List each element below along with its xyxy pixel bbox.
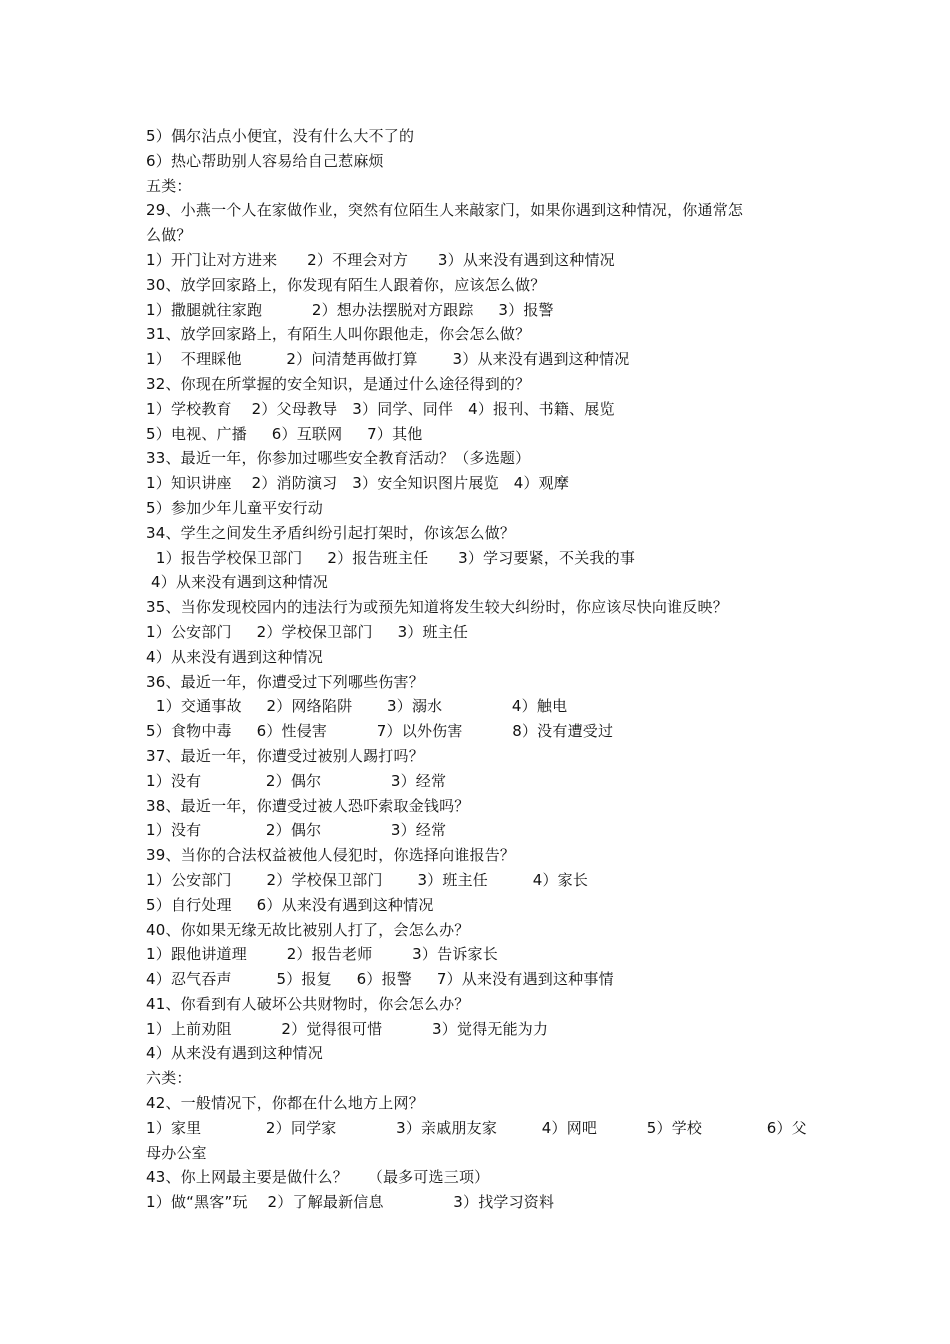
text-line: 5）食物中毒 6）性侵害 7）以外伤害 8）没有遭受过 bbox=[146, 722, 614, 741]
text-line: 35、当你发现校园内的违法行为或预先知道将发生较大纠纷时，你应该尽快向谁反映？ bbox=[146, 598, 728, 617]
text-line: 32、你现在所掌握的安全知识，是通过什么途径得到的？ bbox=[146, 374, 531, 393]
text-line: 29、小燕一个人在家做作业，突然有位陌生人来敲家门，如果你遇到这种情况，你通常怎 bbox=[146, 201, 744, 220]
text-line: 34、学生之间发生矛盾纠纷引起打架时，你该怎么做？ bbox=[146, 523, 516, 542]
text-line: 4）忍气吞声 5）报复 6）报警 7）从来没有遇到这种事情 bbox=[146, 970, 614, 989]
text-line: 六类： bbox=[146, 1069, 192, 1088]
text-line: 1）没有 2）偶尔 3）经常 bbox=[146, 771, 447, 790]
text-line: 1）跟他讲道理 2）报告老师 3）告诉家长 bbox=[146, 945, 498, 964]
text-line: 母办公室 bbox=[146, 1143, 207, 1162]
text-line: 1）开门让对方进来 2）不理会对方 3）从来没有遇到这种情况 bbox=[146, 250, 615, 269]
text-line: 5）自行处理 6）从来没有遇到这种情况 bbox=[146, 895, 434, 914]
text-line: 么做？ bbox=[146, 226, 192, 245]
text-line: 1）学校教育 2）父母教导 3）同学、同伴 4）报刊、书籍、展览 bbox=[146, 399, 615, 418]
text-line: 4）从来没有遇到这种情况 bbox=[146, 647, 323, 666]
text-line: 1）公安部门 2）学校保卫部门 3）班主任 4）家长 bbox=[146, 870, 589, 889]
text-line: 40、你如果无缘无故比被别人打了，会怎么办？ bbox=[146, 920, 470, 939]
text-line: 1）报告学校保卫部门 2）报告班主任 3）学习要紧，不关我的事 bbox=[146, 548, 636, 567]
text-line: 五类： bbox=[146, 176, 192, 195]
text-line: 43、你上网最主要是做什么？ （最多可选三项） bbox=[146, 1168, 490, 1187]
text-line: 42、一般情况下，你都在什么地方上网？ bbox=[146, 1094, 424, 1113]
text-line: 5）偶尔沾点小便宜，没有什么大不了的 bbox=[146, 127, 415, 145]
text-line: 1）上前劝阻 2）觉得很可惜 3）觉得无能为力 bbox=[146, 1019, 549, 1038]
text-line: 5）参加少年儿童平安行动 bbox=[146, 498, 323, 517]
text-line: 1）知识讲座 2）消防演习 3）安全知识图片展览 4）观摩 bbox=[146, 474, 570, 493]
text-line: 1）公安部门 2）学校保卫部门 3）班主任 bbox=[146, 622, 469, 641]
text-line: 4）从来没有遇到这种情况 bbox=[146, 573, 328, 592]
text-line: 1）没有 2）偶尔 3）经常 bbox=[146, 821, 447, 840]
document-body bbox=[146, 124, 816, 1215]
text-line: 37、最近一年，你遭受过被别人踢打吗？ bbox=[146, 746, 424, 765]
text-line: 5）电视、广播 6）互联网 7）其他 bbox=[146, 424, 423, 443]
text-line: 38、最近一年，你遭受过被人恐吓索取金钱吗？ bbox=[146, 796, 470, 815]
text-line: 39、当你的合法权益被他人侵犯时，你选择向谁报告？ bbox=[146, 846, 516, 865]
text-line: 1）做“黑客”玩 2）了解最新信息 3）找学习资料 bbox=[146, 1193, 555, 1212]
text-line: 6）热心帮助别人容易给自己惹麻烦 bbox=[146, 151, 384, 170]
text-line: 4）从来没有遇到这种情况 bbox=[146, 1044, 323, 1063]
text-line: 31、放学回家路上，有陌生人叫你跟他走，你会怎么做？ bbox=[146, 325, 531, 344]
text-line: 41、你看到有人破坏公共财物时，你会怎么办？ bbox=[146, 994, 470, 1013]
text-line: 1）交通事故 2）网络陷阱 3）溺水 4）触电 bbox=[146, 697, 568, 716]
text-line: 33、最近一年，你参加过哪些安全教育活动？（多选题） bbox=[146, 449, 531, 468]
text-line: 30、放学回家路上，你发现有陌生人跟着你，应该怎么做？ bbox=[146, 275, 546, 294]
text-line: 1）家里 2）同学家 3）亲戚朋友家 4）网吧 5）学校 6）父 bbox=[146, 1118, 807, 1137]
text-line: 1）撒腿就往家跑 2）想办法摆脱对方跟踪 3）报警 bbox=[146, 300, 554, 319]
text-line: 1） 不理睬他 2）问清楚再做打算 3）从来没有遇到这种情况 bbox=[146, 350, 630, 369]
text-line: 36、最近一年，你遭受过下列哪些伤害？ bbox=[146, 672, 424, 691]
